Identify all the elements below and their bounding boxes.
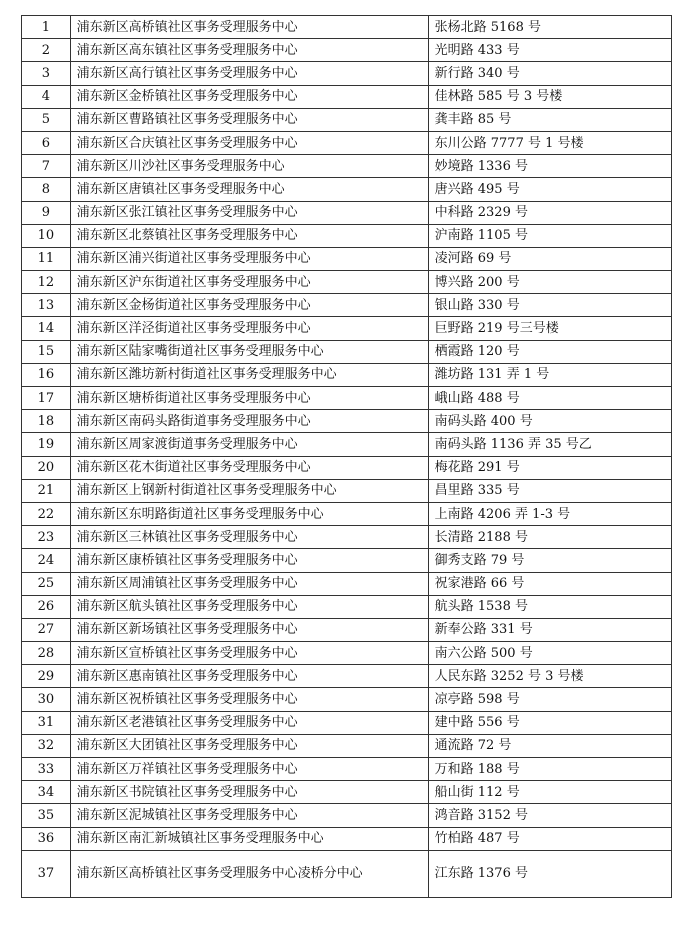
table-row (22, 16, 672, 39)
center-name: 浦东新区高桥镇社区事务受理服务中心 (70, 16, 428, 39)
center-address: 光明路 433 号 (428, 39, 671, 62)
table-row (22, 827, 672, 850)
center-address: 竹柏路 487 号 (428, 827, 671, 850)
center-name: 浦东新区宣桥镇社区事务受理服务中心 (70, 642, 428, 665)
center-name: 浦东新区曹路镇社区事务受理服务中心 (70, 108, 428, 131)
table-row (22, 572, 672, 595)
table-row (22, 224, 672, 247)
row-number: 28 (22, 642, 71, 665)
center-address: 凉亭路 598 号 (428, 688, 671, 711)
table-row (22, 271, 672, 294)
center-name: 浦东新区书院镇社区事务受理服务中心 (70, 781, 428, 804)
center-name: 浦东新区康桥镇社区事务受理服务中心 (70, 549, 428, 572)
table-row (22, 549, 672, 572)
center-name: 浦东新区祝桥镇社区事务受理服务中心 (70, 688, 428, 711)
center-address: 梅花路 291 号 (428, 456, 671, 479)
center-name: 浦东新区高桥镇社区事务受理服务中心凌桥分中心 (70, 850, 428, 897)
table-row (22, 317, 672, 340)
table-row (22, 294, 672, 317)
center-address: 御秀支路 79 号 (428, 549, 671, 572)
center-name: 浦东新区上钢新村街道社区事务受理服务中心 (70, 479, 428, 502)
center-address: 南码头路 1136 弄 35 号乙 (428, 433, 671, 456)
center-name: 浦东新区北蔡镇社区事务受理服务中心 (70, 224, 428, 247)
row-number: 19 (22, 433, 71, 456)
center-address: 张杨北路 5168 号 (428, 16, 671, 39)
center-address: 南六公路 500 号 (428, 642, 671, 665)
center-name: 浦东新区周浦镇社区事务受理服务中心 (70, 572, 428, 595)
row-number: 24 (22, 549, 71, 572)
center-address: 船山街 112 号 (428, 781, 671, 804)
center-name: 浦东新区三林镇社区事务受理服务中心 (70, 526, 428, 549)
center-address: 博兴路 200 号 (428, 271, 671, 294)
table-row (22, 363, 672, 386)
center-name: 浦东新区高东镇社区事务受理服务中心 (70, 39, 428, 62)
row-number: 33 (22, 758, 71, 781)
table-row (22, 456, 672, 479)
row-number: 17 (22, 387, 71, 410)
center-address: 万和路 188 号 (428, 758, 671, 781)
table-row (22, 850, 672, 897)
center-name: 浦东新区唐镇社区事务受理服务中心 (70, 178, 428, 201)
center-address: 妙境路 1336 号 (428, 155, 671, 178)
table-row (22, 642, 672, 665)
center-name: 浦东新区万祥镇社区事务受理服务中心 (70, 758, 428, 781)
center-name: 浦东新区合庆镇社区事务受理服务中心 (70, 131, 428, 154)
row-number: 8 (22, 178, 71, 201)
center-name: 浦东新区新场镇社区事务受理服务中心 (70, 618, 428, 641)
row-number: 23 (22, 526, 71, 549)
row-number: 16 (22, 363, 71, 386)
center-address: 建中路 556 号 (428, 711, 671, 734)
center-name: 浦东新区航头镇社区事务受理服务中心 (70, 595, 428, 618)
row-number: 10 (22, 224, 71, 247)
center-address: 龚丰路 85 号 (428, 108, 671, 131)
row-number: 21 (22, 479, 71, 502)
center-name: 浦东新区南码头路街道事务受理服务中心 (70, 410, 428, 433)
row-number: 22 (22, 502, 71, 525)
row-number: 31 (22, 711, 71, 734)
row-number: 9 (22, 201, 71, 224)
table-row (22, 62, 672, 85)
row-number: 30 (22, 688, 71, 711)
row-number: 18 (22, 410, 71, 433)
center-name: 浦东新区川沙社区事务受理服务中心 (70, 155, 428, 178)
center-name: 浦东新区东明路街道社区事务受理服务中心 (70, 502, 428, 525)
center-name: 浦东新区周家渡街道事务受理服务中心 (70, 433, 428, 456)
row-number: 34 (22, 781, 71, 804)
center-name: 浦东新区沪东街道社区事务受理服务中心 (70, 271, 428, 294)
center-address: 栖霞路 120 号 (428, 340, 671, 363)
table-row (22, 781, 672, 804)
center-address: 沪南路 1105 号 (428, 224, 671, 247)
table-row (22, 131, 672, 154)
table-row (22, 758, 672, 781)
center-name: 浦东新区泥城镇社区事务受理服务中心 (70, 804, 428, 827)
center-address: 南码头路 400 号 (428, 410, 671, 433)
table-row (22, 711, 672, 734)
center-address: 中科路 2329 号 (428, 201, 671, 224)
table-row (22, 665, 672, 688)
table-row (22, 108, 672, 131)
row-number: 35 (22, 804, 71, 827)
table-row (22, 804, 672, 827)
center-address: 银山路 330 号 (428, 294, 671, 317)
row-number: 13 (22, 294, 71, 317)
center-address: 新行路 340 号 (428, 62, 671, 85)
center-address: 上南路 4206 弄 1-3 号 (428, 502, 671, 525)
center-name: 浦东新区花木街道社区事务受理服务中心 (70, 456, 428, 479)
center-address: 航头路 1538 号 (428, 595, 671, 618)
table-row (22, 734, 672, 757)
row-number: 12 (22, 271, 71, 294)
center-address: 峨山路 488 号 (428, 387, 671, 410)
row-number: 3 (22, 62, 71, 85)
table-row (22, 201, 672, 224)
center-address: 东川公路 7777 号 1 号楼 (428, 131, 671, 154)
row-number: 36 (22, 827, 71, 850)
table-row (22, 247, 672, 270)
center-name: 浦东新区惠南镇社区事务受理服务中心 (70, 665, 428, 688)
service-center-table (21, 15, 672, 898)
row-number: 5 (22, 108, 71, 131)
center-address: 凌河路 69 号 (428, 247, 671, 270)
center-name: 浦东新区塘桥街道社区事务受理服务中心 (70, 387, 428, 410)
center-name: 浦东新区南汇新城镇社区事务受理服务中心 (70, 827, 428, 850)
table-row (22, 618, 672, 641)
table-row (22, 526, 672, 549)
table-row (22, 410, 672, 433)
row-number: 32 (22, 734, 71, 757)
table-row (22, 39, 672, 62)
row-number: 14 (22, 317, 71, 340)
row-number: 15 (22, 340, 71, 363)
center-name: 浦东新区大团镇社区事务受理服务中心 (70, 734, 428, 757)
center-name: 浦东新区潍坊新村街道社区事务受理服务中心 (70, 363, 428, 386)
table-row (22, 340, 672, 363)
center-address: 昌里路 335 号 (428, 479, 671, 502)
center-address: 新奉公路 331 号 (428, 618, 671, 641)
center-address: 人民东路 3252 号 3 号楼 (428, 665, 671, 688)
row-number: 11 (22, 247, 71, 270)
table-body (22, 16, 672, 898)
center-name: 浦东新区浦兴街道社区事务受理服务中心 (70, 247, 428, 270)
row-number: 4 (22, 85, 71, 108)
table-row (22, 155, 672, 178)
table-row (22, 688, 672, 711)
row-number: 37 (22, 850, 71, 897)
row-number: 20 (22, 456, 71, 479)
row-number: 7 (22, 155, 71, 178)
table-row (22, 433, 672, 456)
center-address: 佳林路 585 号 3 号楼 (428, 85, 671, 108)
center-name: 浦东新区金杨街道社区事务受理服务中心 (70, 294, 428, 317)
table-row (22, 85, 672, 108)
center-address: 祝家港路 66 号 (428, 572, 671, 595)
row-number: 25 (22, 572, 71, 595)
center-address: 巨野路 219 号三号楼 (428, 317, 671, 340)
center-address: 唐兴路 495 号 (428, 178, 671, 201)
row-number: 26 (22, 595, 71, 618)
table-row (22, 178, 672, 201)
center-address: 潍坊路 131 弄 1 号 (428, 363, 671, 386)
center-address: 通流路 72 号 (428, 734, 671, 757)
center-name: 浦东新区张江镇社区事务受理服务中心 (70, 201, 428, 224)
table-row (22, 479, 672, 502)
center-name: 浦东新区陆家嘴街道社区事务受理服务中心 (70, 340, 428, 363)
row-number: 6 (22, 131, 71, 154)
center-address: 鸿音路 3152 号 (428, 804, 671, 827)
center-name: 浦东新区高行镇社区事务受理服务中心 (70, 62, 428, 85)
table-row (22, 387, 672, 410)
center-address: 长清路 2188 号 (428, 526, 671, 549)
center-name: 浦东新区金桥镇社区事务受理服务中心 (70, 85, 428, 108)
center-address: 江东路 1376 号 (428, 850, 671, 897)
row-number: 27 (22, 618, 71, 641)
table-row (22, 595, 672, 618)
center-name: 浦东新区洋泾街道社区事务受理服务中心 (70, 317, 428, 340)
row-number: 29 (22, 665, 71, 688)
table-row (22, 502, 672, 525)
row-number: 2 (22, 39, 71, 62)
center-name: 浦东新区老港镇社区事务受理服务中心 (70, 711, 428, 734)
row-number: 1 (22, 16, 71, 39)
